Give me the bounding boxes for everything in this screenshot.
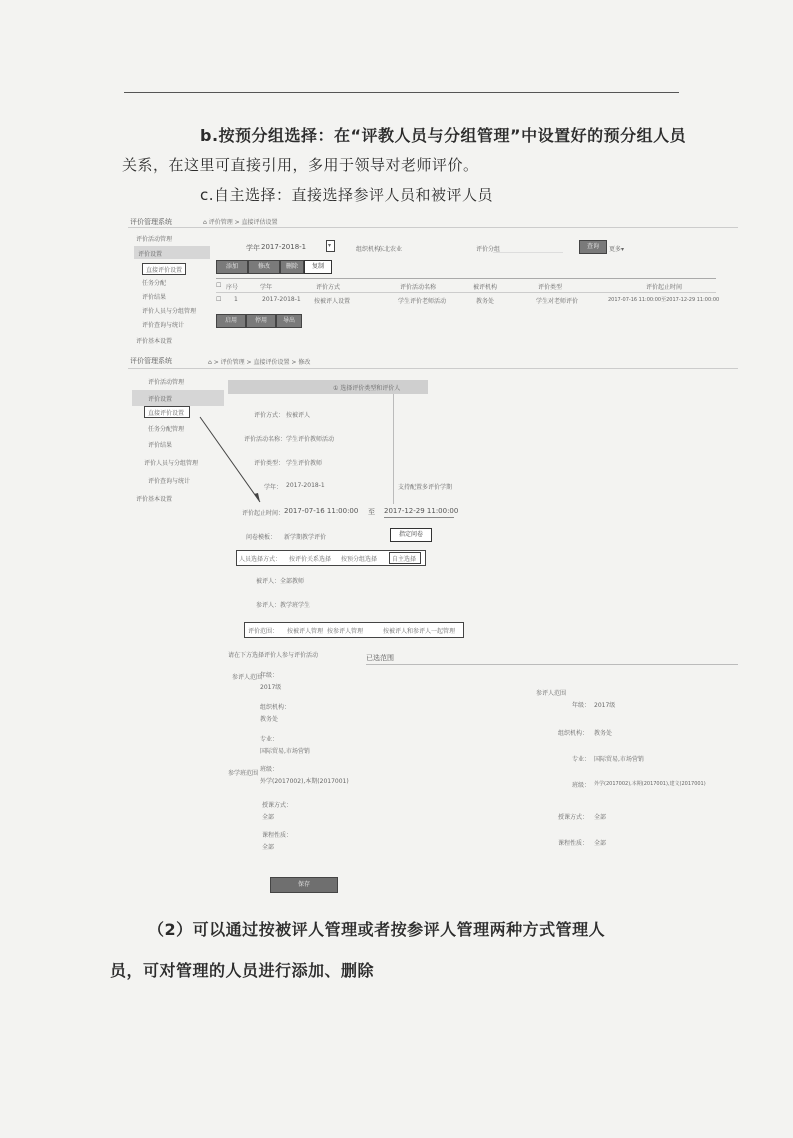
table-header-org: 被评机构 bbox=[473, 284, 498, 291]
left-org-label: 组织机构： bbox=[260, 704, 291, 711]
time-start[interactable]: 2017-07-16 11:00:00 bbox=[284, 507, 359, 515]
table-header-time: 评价起止时间 bbox=[646, 284, 683, 291]
activity-name-label: 评价活动名称： bbox=[244, 436, 287, 443]
top-sidebar-title: 评价管理系统 bbox=[130, 218, 172, 226]
term-hint: 支持配置多评价学期 bbox=[398, 484, 453, 491]
top-sidebar-item-7[interactable]: 评价查询与统计 bbox=[142, 322, 185, 329]
right-org-value: 教务处 bbox=[594, 730, 613, 737]
left-grade-value: 2017级 bbox=[260, 684, 282, 691]
bottom-sidebar-item-1[interactable]: 评价活动管理 bbox=[148, 379, 185, 386]
mode-value: 按被评人 bbox=[286, 412, 311, 419]
selection-mode-option-custom[interactable]: 自主选择 bbox=[389, 552, 421, 564]
left-teaching-label: 授课方式： bbox=[262, 802, 293, 809]
para-2-line2: 员，可对管理的人员进行添加、删除 bbox=[110, 961, 375, 980]
eval-type-value[interactable]: 学生评价教师 bbox=[286, 460, 323, 467]
left-class-scope-label: 参学班范围 bbox=[228, 770, 259, 777]
right-teaching-value: 全部 bbox=[594, 814, 607, 821]
table-cell: 学生对老师评价 bbox=[536, 298, 579, 305]
top-sidebar-item-6[interactable]: 评价人员与分组管理 bbox=[142, 308, 197, 315]
left-grade-label: 年级： bbox=[260, 672, 279, 679]
right-major-value: 国际贸易,市场营销 bbox=[594, 756, 644, 763]
table-row-checkbox[interactable]: ☐ bbox=[216, 296, 222, 303]
table-header-type: 评价类型 bbox=[538, 284, 563, 291]
table-cell: 2017-07-16 11:00:00至2017-12-29 11:00:00 bbox=[608, 297, 720, 303]
bottom-sidebar-item-4[interactable]: 任务分配管理 bbox=[148, 426, 185, 433]
step-label: ① 选择评价类型和评价人 bbox=[333, 385, 401, 392]
export-button[interactable]: 导出 bbox=[276, 314, 302, 328]
table-cell: 学生评价老师活动 bbox=[398, 298, 447, 305]
add-button[interactable]: 添加 bbox=[216, 260, 248, 274]
scope-group bbox=[244, 622, 464, 638]
right-course-value: 全部 bbox=[594, 840, 607, 847]
participant-label: 参评人： bbox=[256, 602, 281, 609]
table-cell: 1 bbox=[234, 296, 238, 303]
para-2-line1: （2）可以通过按被评人管理或者按参评人管理两种方式管理人 bbox=[148, 920, 606, 939]
selection-mode-option-relation[interactable]: 按评价关系选择 bbox=[289, 556, 332, 563]
scope-option-participant[interactable]: 按参评人管理 bbox=[327, 628, 364, 635]
selection-hint: 请在下方选择评价人参与评价活动 bbox=[228, 652, 319, 659]
callout-arrow bbox=[128, 212, 738, 902]
left-major-label: 专业： bbox=[260, 736, 279, 743]
term-value[interactable]: 2017-2018-1 bbox=[286, 482, 325, 489]
left-course-label: 课程性质： bbox=[262, 832, 293, 839]
scope-label: 评价范围： bbox=[248, 628, 279, 635]
more-button[interactable]: 更多▾ bbox=[609, 246, 625, 253]
left-org-value: 教务处 bbox=[260, 716, 279, 723]
top-type-label: 评价分组 bbox=[476, 246, 501, 253]
right-course-label: 课程性质： bbox=[558, 840, 589, 847]
right-teaching-label: 授课方式： bbox=[558, 814, 589, 821]
table-header-name: 评价活动名称 bbox=[400, 284, 437, 291]
table-cell: 按被评人设置 bbox=[314, 298, 351, 305]
top-sidebar-item-selected[interactable]: 直接评价设置 bbox=[142, 263, 186, 275]
activity-name-value[interactable]: 学生评价教师活动 bbox=[286, 436, 335, 443]
table-cell: 2017-2018-1 bbox=[262, 296, 301, 303]
para-b-line2: 关系，在这里可直接引用，多用于领导对老师评价。 bbox=[122, 156, 479, 174]
right-class-label: 班级： bbox=[572, 782, 591, 789]
search-button[interactable]: 查询 bbox=[579, 240, 607, 254]
time-separator: 至 bbox=[368, 508, 375, 516]
top-org-label: 组织机构 bbox=[356, 246, 381, 253]
bottom-sidebar-item-7[interactable]: 评价查询与统计 bbox=[148, 478, 191, 485]
table-header-mode: 评价方式 bbox=[316, 284, 341, 291]
right-grade-label: 年级： bbox=[572, 702, 591, 709]
right-org-label: 组织机构： bbox=[558, 730, 589, 737]
mode-label: 评价方式： bbox=[254, 412, 285, 419]
selection-mode-group bbox=[236, 550, 426, 566]
time-label: 评价起止时间： bbox=[242, 510, 285, 517]
top-org-value[interactable]: 东北农业 bbox=[378, 246, 403, 253]
right-major-label: 专业： bbox=[572, 756, 591, 763]
evaluated-label: 被评人： bbox=[256, 578, 281, 585]
table-cell: 教务处 bbox=[476, 298, 495, 305]
top-sidebar-item-1[interactable]: 评价活动管理 bbox=[136, 236, 173, 243]
disable-button[interactable]: 停用 bbox=[246, 314, 276, 328]
embedded-screenshot bbox=[128, 212, 738, 902]
selection-mode-label: 人员选择方式： bbox=[239, 556, 282, 563]
enable-button[interactable]: 启用 bbox=[216, 314, 246, 328]
select-template-button[interactable]: 指定问卷 bbox=[390, 528, 432, 542]
delete-button[interactable]: 删除 bbox=[280, 260, 304, 274]
time-end-underline bbox=[384, 517, 454, 518]
table-header-checkbox[interactable]: ☐ bbox=[216, 282, 222, 289]
bottom-sidebar-item-selected[interactable]: 直接评价设置 bbox=[144, 406, 190, 418]
right-class-value: 外学(2017002),本期(2017001),建文(2017001) bbox=[594, 781, 706, 787]
right-participant-scope-title: 参评人范围 bbox=[536, 690, 567, 697]
evaluated-value: 全部教师 bbox=[280, 578, 305, 585]
left-class-value: 外学(2017002),本期(2017001) bbox=[260, 778, 349, 785]
top-sidebar-item-4[interactable]: 任务分配 bbox=[142, 280, 167, 287]
left-teaching-value: 全部 bbox=[262, 814, 275, 821]
right-grade-value: 2017级 bbox=[594, 702, 616, 709]
para-c: c.自主选择：直接选择参评人员和被评人员 bbox=[200, 186, 494, 204]
form-divider bbox=[393, 394, 394, 504]
time-end[interactable]: 2017-12-29 11:00:00 bbox=[384, 507, 459, 515]
top-year-value[interactable]: 2017-2018-1 bbox=[261, 243, 307, 251]
top-breadcrumb: ⌂ 评价管理 > 直接评估设置 bbox=[203, 219, 278, 226]
bottom-sidebar-item-8[interactable]: 评价基本设置 bbox=[136, 496, 173, 503]
chevron-down-icon: ▾ bbox=[328, 242, 332, 249]
scope-option-evaluated[interactable]: 按被评人管理 bbox=[287, 628, 324, 635]
table-header-num: 序号 bbox=[226, 284, 239, 291]
bottom-sidebar-item-2[interactable]: 评价设置 bbox=[148, 396, 173, 403]
top-sidebar-item-8[interactable]: 评价基本设置 bbox=[136, 338, 173, 345]
selected-scope-rule bbox=[366, 664, 738, 665]
selected-scope-title: 已选范围 bbox=[366, 654, 394, 662]
left-class-label: 班级： bbox=[260, 766, 279, 773]
selection-mode-option-pregroup[interactable]: 按预分组选择 bbox=[341, 556, 378, 563]
template-label: 问卷模板： bbox=[246, 534, 277, 541]
bottom-sidebar-item-6[interactable]: 评价人员与分组管理 bbox=[144, 460, 199, 467]
term-label: 学年： bbox=[264, 484, 283, 491]
bottom-sidebar-title: 评价管理系统 bbox=[130, 357, 172, 365]
edit-button[interactable]: 修改 bbox=[248, 260, 280, 274]
bottom-breadcrumb: ⌂ > 评价管理 > 直接评价设置 > 修改 bbox=[208, 359, 311, 366]
header-rule bbox=[124, 92, 679, 93]
eval-type-label: 评价类型： bbox=[254, 460, 285, 467]
left-major-value: 国际贸易,市场营销 bbox=[260, 748, 310, 755]
top-year-label: 学年 bbox=[246, 244, 260, 252]
left-participant-scope-label: 参评人范围 bbox=[232, 674, 263, 681]
copy-button[interactable]: 复制 bbox=[304, 260, 332, 274]
participant-value: 教学班学生 bbox=[280, 602, 311, 609]
top-sidebar-item-5[interactable]: 评价结果 bbox=[142, 294, 167, 301]
save-button[interactable]: 保存 bbox=[270, 877, 338, 893]
template-value: 新学期教学评价 bbox=[284, 534, 327, 541]
para-b-line1: b.按预分组选择：在“评教人员与分组管理”中设置好的预分组人员 bbox=[200, 126, 687, 145]
top-sidebar-item-2[interactable]: 评价设置 bbox=[138, 251, 163, 258]
scope-option-both[interactable]: 按被评人和参评人一起管理 bbox=[383, 628, 456, 635]
bottom-sidebar-item-5[interactable]: 评价结果 bbox=[148, 442, 173, 449]
table-header-year: 学年 bbox=[260, 284, 273, 291]
left-course-value: 全部 bbox=[262, 844, 275, 851]
